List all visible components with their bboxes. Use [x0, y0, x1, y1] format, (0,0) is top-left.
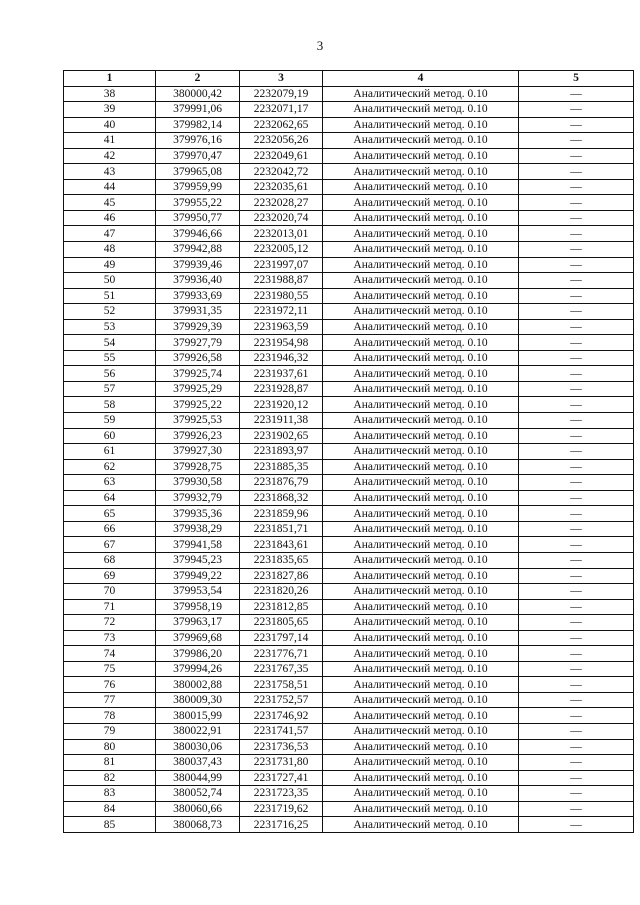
table-row	[64, 366, 634, 382]
method-cell: Аналитический метод. 0.10	[323, 304, 519, 320]
table-row	[64, 288, 634, 304]
x-coordinate-cell: 379930,58	[156, 475, 240, 491]
x-coordinate-cell: 379991,06	[156, 102, 240, 118]
note-cell: —	[519, 552, 634, 568]
method-cell: Аналитический метод. 0.10	[323, 692, 519, 708]
method-cell: Аналитический метод. 0.10	[323, 117, 519, 133]
point-number-cell: 75	[64, 661, 156, 677]
table-row	[64, 490, 634, 506]
note-cell: —	[519, 102, 634, 118]
note-cell: —	[519, 490, 634, 506]
table-row	[64, 475, 634, 491]
x-coordinate-cell: 380068,73	[156, 817, 240, 833]
y-coordinate-cell: 2231885,35	[240, 459, 323, 475]
x-coordinate-cell: 379929,39	[156, 319, 240, 335]
note-cell: —	[519, 288, 634, 304]
x-coordinate-cell: 379950,77	[156, 210, 240, 226]
note-cell: —	[519, 164, 634, 180]
method-cell: Аналитический метод. 0.10	[323, 817, 519, 833]
table-row	[64, 397, 634, 413]
x-coordinate-cell: 379942,88	[156, 242, 240, 258]
note-cell: —	[519, 319, 634, 335]
method-cell: Аналитический метод. 0.10	[323, 661, 519, 677]
point-number-cell: 63	[64, 475, 156, 491]
x-coordinate-cell: 379946,66	[156, 226, 240, 242]
method-cell: Аналитический метод. 0.10	[323, 428, 519, 444]
table-row	[64, 661, 634, 677]
table-row	[64, 630, 634, 646]
table-row	[64, 164, 634, 180]
y-coordinate-cell: 2231843,61	[240, 537, 323, 553]
y-coordinate-cell: 2231827,86	[240, 568, 323, 584]
table-row	[64, 428, 634, 444]
table-row	[64, 692, 634, 708]
y-coordinate-cell: 2232071,17	[240, 102, 323, 118]
table-row	[64, 413, 634, 429]
x-coordinate-cell: 379953,54	[156, 584, 240, 600]
y-coordinate-cell: 2231920,12	[240, 397, 323, 413]
note-cell: —	[519, 459, 634, 475]
point-number-cell: 50	[64, 273, 156, 289]
method-cell: Аналитический метод. 0.10	[323, 210, 519, 226]
method-cell: Аналитический метод. 0.10	[323, 490, 519, 506]
point-number-cell: 53	[64, 319, 156, 335]
method-cell: Аналитический метод. 0.10	[323, 521, 519, 537]
x-coordinate-cell: 379926,58	[156, 350, 240, 366]
y-coordinate-cell: 2231937,61	[240, 366, 323, 382]
table-body	[64, 86, 634, 832]
note-cell: —	[519, 708, 634, 724]
y-coordinate-cell: 2231988,87	[240, 273, 323, 289]
note-cell: —	[519, 755, 634, 771]
point-number-cell: 64	[64, 490, 156, 506]
x-coordinate-cell: 379955,22	[156, 195, 240, 211]
y-coordinate-cell: 2231954,98	[240, 335, 323, 351]
y-coordinate-cell: 2232042,72	[240, 164, 323, 180]
note-cell: —	[519, 195, 634, 211]
x-coordinate-cell: 379932,79	[156, 490, 240, 506]
note-cell: —	[519, 86, 634, 102]
point-number-cell: 47	[64, 226, 156, 242]
note-cell: —	[519, 770, 634, 786]
table-row	[64, 133, 634, 149]
point-number-cell: 57	[64, 381, 156, 397]
note-cell: —	[519, 521, 634, 537]
point-number-cell: 81	[64, 755, 156, 771]
method-cell: Аналитический метод. 0.10	[323, 319, 519, 335]
point-number-cell: 78	[64, 708, 156, 724]
y-coordinate-cell: 2231859,96	[240, 506, 323, 522]
x-coordinate-cell: 379933,69	[156, 288, 240, 304]
table-row	[64, 677, 634, 693]
x-coordinate-cell: 380000,42	[156, 86, 240, 102]
note-cell: —	[519, 148, 634, 164]
note-cell: —	[519, 475, 634, 491]
point-number-cell: 77	[64, 692, 156, 708]
table-row	[64, 195, 634, 211]
note-cell: —	[519, 506, 634, 522]
x-coordinate-cell: 379925,22	[156, 397, 240, 413]
method-cell: Аналитический метод. 0.10	[323, 552, 519, 568]
table-row	[64, 537, 634, 553]
method-cell: Аналитический метод. 0.10	[323, 630, 519, 646]
point-number-cell: 42	[64, 148, 156, 164]
note-cell: —	[519, 242, 634, 258]
table-row	[64, 739, 634, 755]
x-coordinate-cell: 379931,35	[156, 304, 240, 320]
note-cell: —	[519, 584, 634, 600]
y-coordinate-cell: 2232049,61	[240, 148, 323, 164]
x-coordinate-cell: 380030,06	[156, 739, 240, 755]
coordinates-table	[63, 70, 634, 833]
point-number-cell: 54	[64, 335, 156, 351]
y-coordinate-cell: 2231820,26	[240, 584, 323, 600]
point-number-cell: 39	[64, 102, 156, 118]
method-cell: Аналитический метод. 0.10	[323, 444, 519, 460]
x-coordinate-cell: 380022,91	[156, 723, 240, 739]
y-coordinate-cell: 2232005,12	[240, 242, 323, 258]
x-coordinate-cell: 379994,26	[156, 661, 240, 677]
point-number-cell: 68	[64, 552, 156, 568]
method-cell: Аналитический метод. 0.10	[323, 366, 519, 382]
table-row	[64, 817, 634, 833]
x-coordinate-cell: 379926,23	[156, 428, 240, 444]
point-number-cell: 85	[64, 817, 156, 833]
y-coordinate-cell: 2231731,80	[240, 755, 323, 771]
table-row	[64, 599, 634, 615]
method-cell: Аналитический метод. 0.10	[323, 226, 519, 242]
note-cell: —	[519, 257, 634, 273]
x-coordinate-cell: 379963,17	[156, 615, 240, 631]
y-coordinate-cell: 2231776,71	[240, 646, 323, 662]
method-cell: Аналитический метод. 0.10	[323, 273, 519, 289]
method-cell: Аналитический метод. 0.10	[323, 335, 519, 351]
x-coordinate-cell: 379928,75	[156, 459, 240, 475]
method-cell: Аналитический метод. 0.10	[323, 708, 519, 724]
table-row	[64, 304, 634, 320]
y-coordinate-cell: 2232020,74	[240, 210, 323, 226]
method-cell: Аналитический метод. 0.10	[323, 599, 519, 615]
method-cell: Аналитический метод. 0.10	[323, 86, 519, 102]
note-cell: —	[519, 677, 634, 693]
method-cell: Аналитический метод. 0.10	[323, 350, 519, 366]
y-coordinate-cell: 2231835,65	[240, 552, 323, 568]
table-row	[64, 350, 634, 366]
point-number-cell: 43	[64, 164, 156, 180]
point-number-cell: 76	[64, 677, 156, 693]
note-cell: —	[519, 646, 634, 662]
y-coordinate-cell: 2231868,32	[240, 490, 323, 506]
y-coordinate-cell: 2231723,35	[240, 786, 323, 802]
note-cell: —	[519, 739, 634, 755]
point-number-cell: 40	[64, 117, 156, 133]
note-cell: —	[519, 723, 634, 739]
note-cell: —	[519, 615, 634, 631]
method-cell: Аналитический метод. 0.10	[323, 242, 519, 258]
table-row	[64, 584, 634, 600]
method-cell: Аналитический метод. 0.10	[323, 475, 519, 491]
point-number-cell: 67	[64, 537, 156, 553]
page-number: 3	[316, 38, 324, 53]
point-number-cell: 71	[64, 599, 156, 615]
table-row	[64, 755, 634, 771]
y-coordinate-cell: 2231963,59	[240, 319, 323, 335]
method-cell: Аналитический метод. 0.10	[323, 288, 519, 304]
y-coordinate-cell: 2232035,61	[240, 179, 323, 195]
point-number-cell: 55	[64, 350, 156, 366]
method-cell: Аналитический метод. 0.10	[323, 506, 519, 522]
point-number-cell: 52	[64, 304, 156, 320]
method-cell: Аналитический метод. 0.10	[323, 257, 519, 273]
method-cell: Аналитический метод. 0.10	[323, 397, 519, 413]
method-cell: Аналитический метод. 0.10	[323, 739, 519, 755]
note-cell: —	[519, 350, 634, 366]
point-number-cell: 46	[64, 210, 156, 226]
x-coordinate-cell: 380044,99	[156, 770, 240, 786]
y-coordinate-cell: 2231876,79	[240, 475, 323, 491]
note-cell: —	[519, 428, 634, 444]
y-coordinate-cell: 2231997,07	[240, 257, 323, 273]
method-cell: Аналитический метод. 0.10	[323, 584, 519, 600]
point-number-cell: 72	[64, 615, 156, 631]
y-coordinate-cell: 2231746,92	[240, 708, 323, 724]
x-coordinate-cell: 379927,30	[156, 444, 240, 460]
table-row	[64, 242, 634, 258]
point-number-cell: 38	[64, 86, 156, 102]
table-row	[64, 335, 634, 351]
point-number-cell: 84	[64, 801, 156, 817]
column-header-1: 1	[64, 71, 156, 87]
y-coordinate-cell: 2231928,87	[240, 381, 323, 397]
table-row	[64, 444, 634, 460]
x-coordinate-cell: 380052,74	[156, 786, 240, 802]
table-row	[64, 646, 634, 662]
table-row	[64, 117, 634, 133]
note-cell: —	[519, 599, 634, 615]
y-coordinate-cell: 2231980,55	[240, 288, 323, 304]
note-cell: —	[519, 786, 634, 802]
x-coordinate-cell: 380037,43	[156, 755, 240, 771]
point-number-cell: 66	[64, 521, 156, 537]
y-coordinate-cell: 2232062,65	[240, 117, 323, 133]
y-coordinate-cell: 2231911,38	[240, 413, 323, 429]
method-cell: Аналитический метод. 0.10	[323, 102, 519, 118]
x-coordinate-cell: 379949,22	[156, 568, 240, 584]
column-header-5: 5	[519, 71, 634, 87]
x-coordinate-cell: 379976,16	[156, 133, 240, 149]
table-row	[64, 521, 634, 537]
note-cell: —	[519, 801, 634, 817]
y-coordinate-cell: 2232056,26	[240, 133, 323, 149]
method-cell: Аналитический метод. 0.10	[323, 195, 519, 211]
x-coordinate-cell: 379938,29	[156, 521, 240, 537]
y-coordinate-cell: 2231902,65	[240, 428, 323, 444]
note-cell: —	[519, 226, 634, 242]
point-number-cell: 74	[64, 646, 156, 662]
note-cell: —	[519, 210, 634, 226]
note-cell: —	[519, 568, 634, 584]
method-cell: Аналитический метод. 0.10	[323, 381, 519, 397]
method-cell: Аналитический метод. 0.10	[323, 459, 519, 475]
x-coordinate-cell: 379925,53	[156, 413, 240, 429]
table-row	[64, 552, 634, 568]
x-coordinate-cell: 379935,36	[156, 506, 240, 522]
point-number-cell: 82	[64, 770, 156, 786]
note-cell: —	[519, 133, 634, 149]
point-number-cell: 51	[64, 288, 156, 304]
x-coordinate-cell: 379986,20	[156, 646, 240, 662]
y-coordinate-cell: 2231851,71	[240, 521, 323, 537]
point-number-cell: 73	[64, 630, 156, 646]
x-coordinate-cell: 380009,30	[156, 692, 240, 708]
point-number-cell: 62	[64, 459, 156, 475]
y-coordinate-cell: 2231797,14	[240, 630, 323, 646]
note-cell: —	[519, 661, 634, 677]
point-number-cell: 59	[64, 413, 156, 429]
table-row	[64, 86, 634, 102]
point-number-cell: 69	[64, 568, 156, 584]
point-number-cell: 70	[64, 584, 156, 600]
table-row	[64, 708, 634, 724]
table-row	[64, 226, 634, 242]
y-coordinate-cell: 2231812,85	[240, 599, 323, 615]
table-row	[64, 179, 634, 195]
note-cell: —	[519, 273, 634, 289]
note-cell: —	[519, 630, 634, 646]
table-header-row	[64, 71, 634, 87]
note-cell: —	[519, 537, 634, 553]
method-cell: Аналитический метод. 0.10	[323, 568, 519, 584]
table-row	[64, 210, 634, 226]
point-number-cell: 56	[64, 366, 156, 382]
point-number-cell: 45	[64, 195, 156, 211]
x-coordinate-cell: 379941,58	[156, 537, 240, 553]
y-coordinate-cell: 2232079,19	[240, 86, 323, 102]
x-coordinate-cell: 379939,46	[156, 257, 240, 273]
note-cell: —	[519, 381, 634, 397]
x-coordinate-cell: 379970,47	[156, 148, 240, 164]
point-number-cell: 79	[64, 723, 156, 739]
note-cell: —	[519, 692, 634, 708]
x-coordinate-cell: 379925,29	[156, 381, 240, 397]
column-header-4: 4	[323, 71, 519, 87]
x-coordinate-cell: 379969,68	[156, 630, 240, 646]
x-coordinate-cell: 379945,23	[156, 552, 240, 568]
note-cell: —	[519, 304, 634, 320]
table-row	[64, 459, 634, 475]
method-cell: Аналитический метод. 0.10	[323, 615, 519, 631]
table-row	[64, 257, 634, 273]
y-coordinate-cell: 2231736,53	[240, 739, 323, 755]
table-row	[64, 770, 634, 786]
method-cell: Аналитический метод. 0.10	[323, 133, 519, 149]
method-cell: Аналитический метод. 0.10	[323, 537, 519, 553]
table-row	[64, 381, 634, 397]
table-row	[64, 319, 634, 335]
note-cell: —	[519, 117, 634, 133]
method-cell: Аналитический метод. 0.10	[323, 179, 519, 195]
y-coordinate-cell: 2231752,57	[240, 692, 323, 708]
x-coordinate-cell: 380060,66	[156, 801, 240, 817]
note-cell: —	[519, 413, 634, 429]
point-number-cell: 80	[64, 739, 156, 755]
method-cell: Аналитический метод. 0.10	[323, 786, 519, 802]
y-coordinate-cell: 2231805,65	[240, 615, 323, 631]
point-number-cell: 49	[64, 257, 156, 273]
y-coordinate-cell: 2231946,32	[240, 350, 323, 366]
table-row	[64, 801, 634, 817]
method-cell: Аналитический метод. 0.10	[323, 413, 519, 429]
note-cell: —	[519, 366, 634, 382]
method-cell: Аналитический метод. 0.10	[323, 770, 519, 786]
x-coordinate-cell: 380002,88	[156, 677, 240, 693]
table-row	[64, 615, 634, 631]
note-cell: —	[519, 444, 634, 460]
note-cell: —	[519, 397, 634, 413]
table-row	[64, 102, 634, 118]
method-cell: Аналитический метод. 0.10	[323, 148, 519, 164]
point-number-cell: 58	[64, 397, 156, 413]
column-header-3: 3	[240, 71, 323, 87]
method-cell: Аналитический метод. 0.10	[323, 723, 519, 739]
note-cell: —	[519, 179, 634, 195]
y-coordinate-cell: 2231741,57	[240, 723, 323, 739]
x-coordinate-cell: 379965,08	[156, 164, 240, 180]
y-coordinate-cell: 2231719,62	[240, 801, 323, 817]
method-cell: Аналитический метод. 0.10	[323, 677, 519, 693]
y-coordinate-cell: 2232028,27	[240, 195, 323, 211]
point-number-cell: 41	[64, 133, 156, 149]
table-row	[64, 506, 634, 522]
x-coordinate-cell: 379959,99	[156, 179, 240, 195]
y-coordinate-cell: 2231767,35	[240, 661, 323, 677]
table-row	[64, 273, 634, 289]
table-row	[64, 148, 634, 164]
y-coordinate-cell: 2231893,97	[240, 444, 323, 460]
table-row	[64, 723, 634, 739]
x-coordinate-cell: 379927,79	[156, 335, 240, 351]
y-coordinate-cell: 2231716,25	[240, 817, 323, 833]
point-number-cell: 44	[64, 179, 156, 195]
method-cell: Аналитический метод. 0.10	[323, 801, 519, 817]
y-coordinate-cell: 2231758,51	[240, 677, 323, 693]
y-coordinate-cell: 2231727,41	[240, 770, 323, 786]
x-coordinate-cell: 380015,99	[156, 708, 240, 724]
y-coordinate-cell: 2231972,11	[240, 304, 323, 320]
x-coordinate-cell: 379925,74	[156, 366, 240, 382]
column-header-2: 2	[156, 71, 240, 87]
x-coordinate-cell: 379958,19	[156, 599, 240, 615]
point-number-cell: 61	[64, 444, 156, 460]
point-number-cell: 83	[64, 786, 156, 802]
method-cell: Аналитический метод. 0.10	[323, 164, 519, 180]
note-cell: —	[519, 335, 634, 351]
method-cell: Аналитический метод. 0.10	[323, 646, 519, 662]
table-row	[64, 786, 634, 802]
point-number-cell: 65	[64, 506, 156, 522]
point-number-cell: 48	[64, 242, 156, 258]
note-cell: —	[519, 817, 634, 833]
method-cell: Аналитический метод. 0.10	[323, 755, 519, 771]
point-number-cell: 60	[64, 428, 156, 444]
table-row	[64, 568, 634, 584]
y-coordinate-cell: 2232013,01	[240, 226, 323, 242]
x-coordinate-cell: 379982,14	[156, 117, 240, 133]
x-coordinate-cell: 379936,40	[156, 273, 240, 289]
